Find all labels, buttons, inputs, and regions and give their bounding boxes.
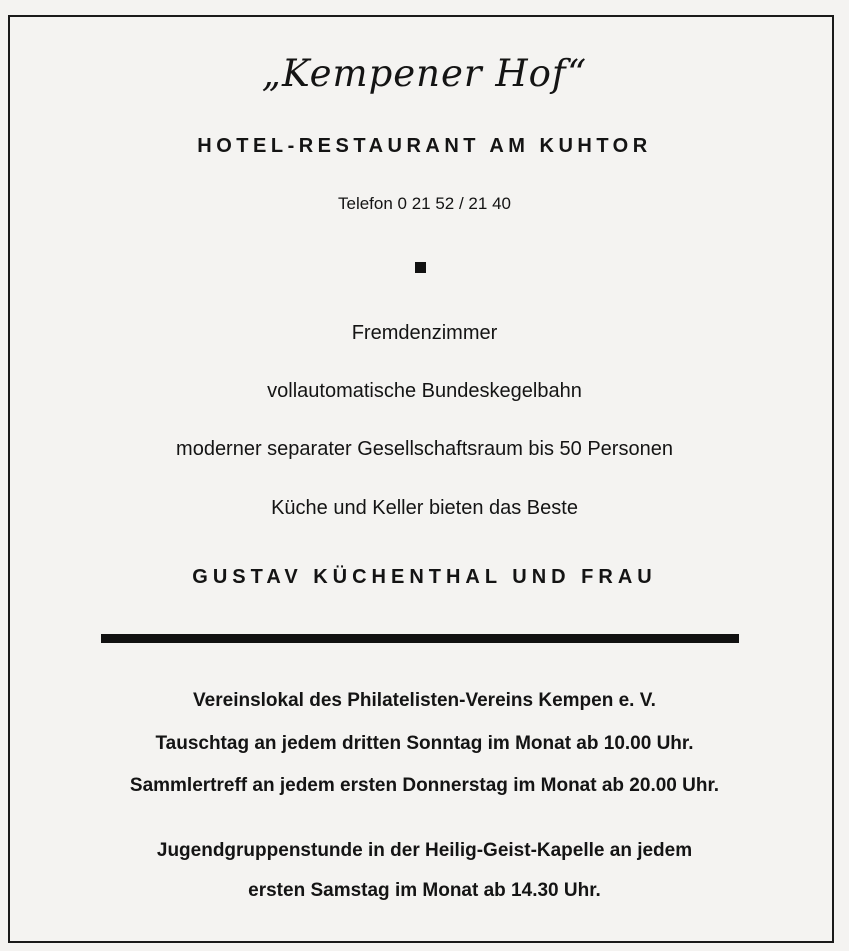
horizontal-divider [101, 634, 739, 643]
feature-function-room: moderner separater Gesellschaftsraum bis 50 Personen [176, 438, 673, 460]
hotel-name-heading: HOTEL-RESTAURANT AM KUHTOR [197, 135, 652, 157]
telephone-number: Telefon 0 21 52 / 21 40 [338, 194, 511, 213]
feature-guest-rooms: Fremdenzimmer [351, 322, 498, 344]
square-bullet-ornament [415, 262, 426, 273]
club-youth-group-line-2: ersten Samstag im Monat ab 14.30 Uhr. [248, 880, 601, 901]
feature-bowling-alley: vollautomatische Bundeskegelbahn [267, 380, 582, 402]
feature-kitchen-cellar: Küche und Keller bieten das Beste [271, 497, 578, 519]
club-youth-group-line-1: Jugendgruppenstunde in der Heilig-Geist-Kapelle an jedem [156, 840, 693, 861]
owner-names: GUSTAV KÜCHENTHAL UND FRAU [192, 566, 657, 588]
hotel-script-title: „Kempener Hof“ [261, 52, 588, 95]
club-exchange-day: Tauschtag an jedem dritten Sonntag im Monat ab 10.00 Uhr. [155, 733, 694, 754]
club-venue-line: Vereinslokal des Philatelisten-Vereins Kempen e. V. [193, 690, 656, 711]
club-collector-meeting: Sammlertreff an jedem ersten Donnerstag im Monat ab 20.00 Uhr. [129, 775, 720, 796]
